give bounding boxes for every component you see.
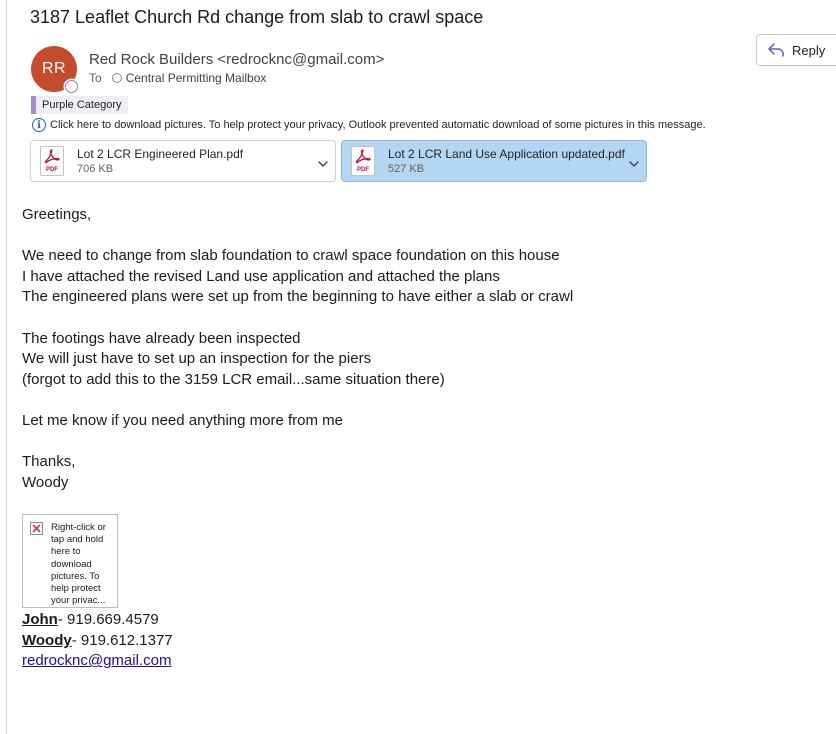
recipient-status-icon [112,73,122,83]
email-subject: 3187 Leaflet Church Rd change from slab to crawl space [30,7,484,27]
category-label: Purple Category [42,99,122,111]
blank-line [22,226,573,247]
attachment-size: 706 KB [77,163,114,175]
contact-name: John [22,611,58,628]
signature-email-link[interactable]: redrocknc@gmail.com [22,652,172,670]
email-signature [22,610,173,672]
contact-phone: - 919.669.4579 [57,611,159,628]
body-signoff: Woody [22,473,69,491]
category-tag[interactable] [31,96,128,114]
reading-pane-divider [6,0,7,734]
recipient-line [89,71,266,85]
blank-line [22,308,573,329]
chevron-down-icon[interactable] [629,156,639,174]
download-pictures-infobar[interactable] [32,118,706,132]
sender-name[interactable]: Red Rock Builders <redrocknc@gmail.com> [89,51,385,68]
reply-label: Reply [792,42,826,58]
pdf-type-tag: PDF [357,167,369,173]
blocked-image-text: Right-click or tap and hold here to download pictures. To help protect your privac... [51,522,106,607]
body-line: The footings have already been inspected [22,329,301,347]
signature-contact [22,631,173,652]
info-icon: i [32,118,46,132]
broken-image-icon [30,522,43,535]
body-greeting: Greetings, [22,206,92,223]
blocked-image-placeholder[interactable] [22,514,118,608]
email-body [22,205,573,493]
recipient-name[interactable]: Central Permitting Mailbox [125,71,267,85]
pdf-file-icon [40,146,64,176]
attachment-size: 527 KB [388,163,425,175]
presence-status-icon [65,80,78,93]
to-label: To [89,71,102,85]
reply-button[interactable] [756,34,836,66]
attachment-engineered-plan[interactable] [30,140,336,182]
avatar-initials: RR [41,60,67,77]
info-message: Click here to download pictures. To help protect your privacy, Outlook prevented automatic download of some pictures in this message. [50,119,706,131]
blank-line [22,390,573,411]
body-line: We will just have to set up an inspection for the piers [22,350,372,368]
pdf-file-icon [351,146,375,176]
attachment-name: Lot 2 LCR Engineered Plan.pdf [77,147,244,161]
contact-phone: - 919.612.1377 [71,631,173,649]
body-line: I have attached the revised Land use application and attached the plans [22,267,500,285]
chevron-down-icon[interactable] [318,156,328,174]
body-line: We need to change from slab foundation to crawl space foundation on this house [22,247,560,265]
attachment-name: Lot 2 LCR Land Use Application updated.pdf [388,147,625,161]
signature-contact [22,610,173,631]
body-line: The engineered plans were set up from the beginning to have either a slab or crawl [22,288,574,306]
contact-name: Woody [22,631,72,649]
reply-icon [767,42,785,58]
pdf-type-tag: PDF [46,167,58,173]
blank-line [22,432,573,453]
body-line: Let me know if you need anything more from me [22,411,343,429]
attachment-land-use-application[interactable] [341,140,647,182]
body-closing: Thanks, [22,453,76,471]
body-line: (forgot to add this to the 3159 LCR email...same situation there) [22,370,445,388]
